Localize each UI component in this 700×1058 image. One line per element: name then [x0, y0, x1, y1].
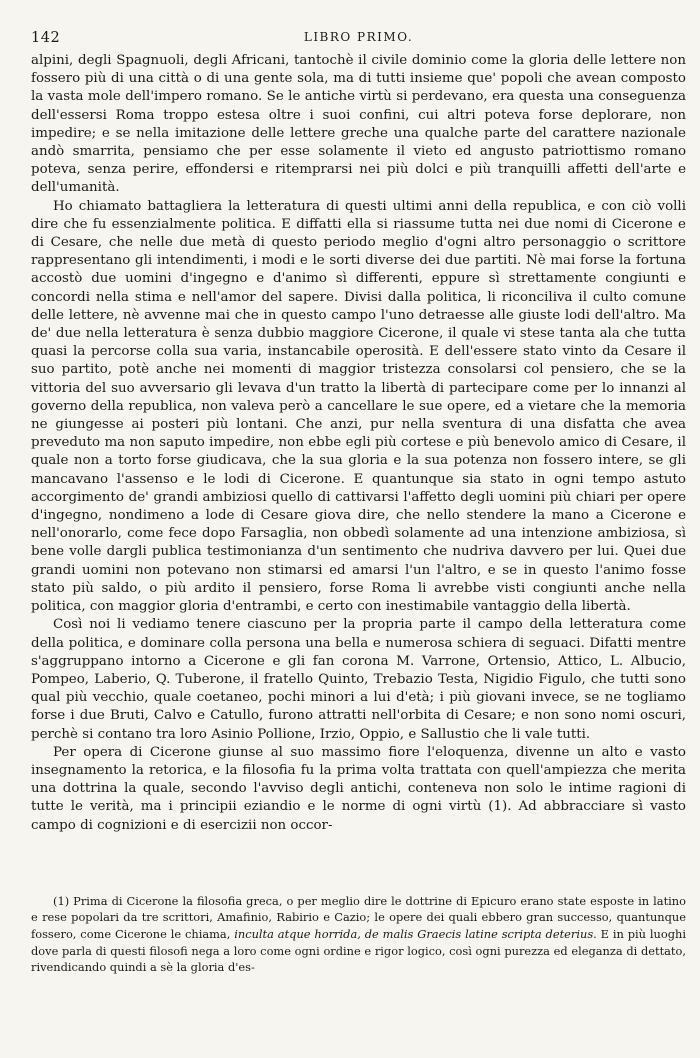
paragraph-1: alpini, degli Spagnuoli, degli Africani, tantochè il civile dominio come la gloria delle lettere non fossero più di una città o di una gente sola, ma di tutti insieme que' popoli che avean composto la vasta mole dell'impero romano. Se le antiche virtù si perdevano, era questa una conseguenza dell'essersi Roma troppo estesa oltre i suoi confini, cui altri poteva forse deplorare, non impedire; e se nella imitazione delle lettere greche una qualche parte del carattere nazionale andò smarrita, pensiamo che per esse solamente il vieto ed angusto patriottismo romano poteva, senza perire, effondersi e ritemprarsi nei più dolci e più tranquilli affetti dell'arte e dell'umanità. [31, 53, 686, 196]
page-header [31, 30, 686, 52]
paragraph-4: Per opera di Cicerone giunse al suo massimo fiore l'eloquenza, divenne un alto e vasto insegnamento la retorica, e la filosofia fu la prima volta trattata con quell'ampiezza che merita una dottrina la quale, secondo l'avviso degli antichi, conteneva non solo le intime ragioni di tutte le verità, ma i principii eziandio e le norme di ogni virtù (1). Ad abbracciare sì vasto campo di cognizioni e di esercizii non occor- [31, 744, 686, 833]
footnote-text-start: (1) Prima di Cicerone la filosofia greca, o per meglio dire le dottrine di Epicuro erano state esposte in latino e rese popolari da tre scrittori, Amafinio, Rabirio e Cazio; le opere dei quali ebbero gran successo, quantunque fossero, come Cicerone le chiama, [31, 893, 686, 941]
footnotes [31, 893, 686, 976]
footnote-latin-quote: inculta atque horrida, de malis Graecis latine scripta deterius. [234, 926, 597, 941]
running-title: LIBRO PRIMO. [303, 30, 414, 44]
paragraph-2: Ho chiamato battagliera la letteratura di questi ultimi anni della republica, e con ciò volli dire che fu essenzialmente politica. E diffatti ella si riassume tutta nei due nomi di Cicerone e di Cesare, che nelle due metà di questo periodo meglio d'ogni altro personaggio o scrittore rappresentano gli intendimenti, i modi e le sorti diverse dei due partiti. Nè mai forse la fortuna accostò due uomini d'ingegno e d'animo sì differenti, eppure sì strettamente congiunti e concordi nella stima e nell'amor del sapere. Divisi dalla politica, li riconciliva il culto comune delle lettere, nè avvenne mai che in questo campo l'uno detraesse alle giuste lodi dell'altro. Ma de' due nella letteratura è senza dubbio maggiore Cicerone, il quale vi stese tanta ala che tutta quasi la percorse colla sua varia, instancabile operosità. E dell'essere stato vinto da Cesare il suo partito, potè anche nei momenti di maggior tristezza consolarsi col pensiero, che se la vittoria del suo avversario gli levava d'un tratto la libertà di partecipare come per lo innanzi al governo della republica, non valeva però a cancellare le sue opere, ed a vietare che la memoria ne giungesse ai posteri più lontani. Che anzi, pur nella sventura di una disfatta che avea preveduto ma non saputo impedire, non ebbe egli più cortese e più benevolo amico di Cesare, il quale non a torto forse giudicava, che la sua gloria e la sua potenza non fossero intere, se gli mancavano l'assenso e le lodi di Cicerone. E quantunque sia stato in ogni tempo astuto accorgimento de' grandi ambiziosi quello di cattivarsi l'affetto degli uomini più chiari per opere d'ingegno, nondimeno a lode di Cesare giova dire, che nello stendere la mano a Cicerone e nell'onorarlo, come fece dopo Farsaglia, non obbedì solamente ad una intenzione ambiziosa, sì bene volle dargli publica testimonianza d'un sentimento che nudriva davvero per lui. Quei due grandi uomini non potevano non stimarsi ed amarsi l'un l'altro, e se in questo l'animo fosse stato più saldo, o più ardito il pensiero, forse Roma li avrebbe visti congiunti anche nella politica, con maggior gloria d'entrambi, e certo con inestimabile vantaggio della libertà. [31, 198, 686, 615]
paragraph-3: Così noi li vediamo tenere ciascuno per la propria parte il campo della letteratura come della politica, e dominare colla persona una bella e numerosa schiera di seguaci. Difatti mentre s'aggruppano intorno a Cicerone e gli fan corona M. Varrone, Ortensio, Attico, L. Albucio, Pompeo, Laberio, Q. Tuberone, il fratello Quinto, Trebazio Testa, Nigidio Figulo, che tutti sono qual più vecchio, quale coetaneo, pochi minori a lui d'età; i più giovani invece, se ne togliamo forse i due Bruti, Calvo e Catullo, furono attratti nell'orbita di Cesare; e non sono nomi oscuri, perchè si contano tra loro Asinio Pollione, Irzio, Oppio, e Sallustio che li vale tutti. [31, 617, 686, 742]
book-page [31, 30, 686, 976]
main-text [31, 52, 686, 835]
footnote-text-end: E in più luoghi dove parla di questi filosofi nega a loro come ogni ordine e rigor logico, così ogni purezza ed eleganza di dettato, rivendicando quindi a sè la gloria d'es- [31, 926, 686, 975]
page-number: 142 [31, 30, 61, 46]
footnote-1 [31, 893, 686, 976]
